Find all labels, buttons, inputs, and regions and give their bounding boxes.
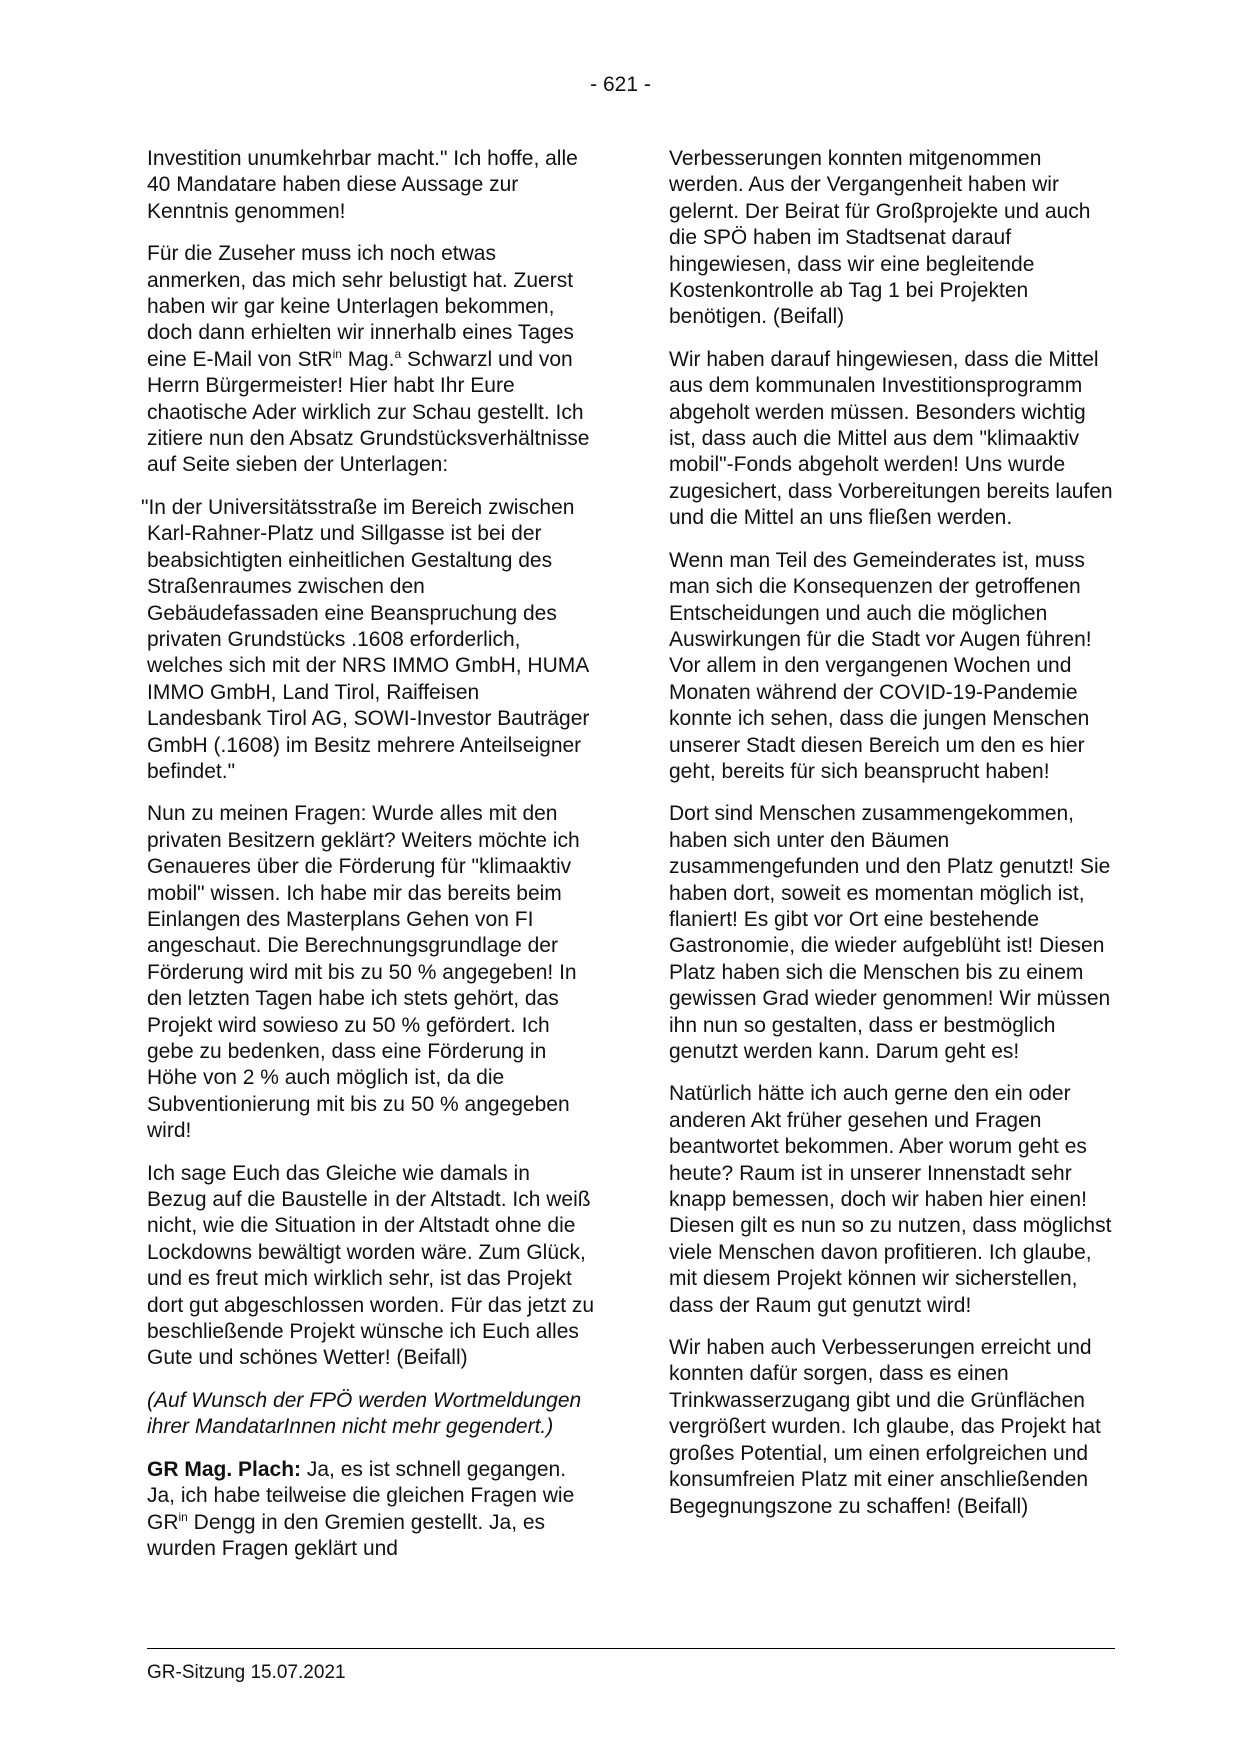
- text-run: Ja, es ist schnell gegangen. Ja, ich habe teilweise die gleichen Fragen wie GR: [147, 1457, 575, 1534]
- paragraph: Wir haben darauf hingewiesen, dass die Mittel aus dem kommunalen Investitionsprogramm abgeholt werden müssen. Besonders wichtig ist, dass auch die Mittel aus dem "klimaaktiv mobil"-Fonds abgeholt werden! Uns wurde zugesichert, dass Vorbereitungen bereits laufen und die Mittel an uns fließen werden.: [669, 347, 1113, 530]
- paragraph: Wir haben auch Verbesserungen erreicht und konnten dafür sorgen, dass es einen Trinkwasserzugang gibt und die Grünflächen vergrößert wurden. Ich glaube, das Projekt hat großes Potential, um einen erfolgreichen und konsumfreien Platz mit einer anschließenden Begegnungszone zu schaffen! (Beifall): [669, 1336, 1101, 1518]
- text-run: Für die Zuseher muss ich noch etwas anmerken, das mich sehr belustigt hat. Zuerst haben wir gar keine Unterlagen bekommen, doch dann erhielten wir innerhalb eines Tages eine E-Mail von StR: [147, 242, 574, 371]
- paragraph: Verbesserungen konnten mitgenommen werden. Aus der Vergangenheit haben wir gelernt. Der Beirat für Großprojekte und auch die SPÖ haben im Stadtsenat darauf hingewiesen, dass wir eine begleitende Kostenkontrolle ab Tag 1 bei Projekten benötigen. (Beifall): [669, 147, 1091, 329]
- right-column: [669, 146, 1117, 1536]
- speaker-name: GR Mag. Plach:: [147, 1457, 302, 1481]
- footer-divider: [147, 1648, 1115, 1649]
- left-column: [141, 146, 595, 1578]
- paragraph: Natürlich hätte ich auch gerne den ein oder anderen Akt früher gesehen und Fragen beantwortet bekommen. Aber worum geht es heute? Raum ist in unserer Innenstadt sehr knapp bemessen, doch wir haben hier einen! Diesen gilt es nun so zu nutzen, dass möglichst viele Menschen davon profitieren. Ich glaube, mit diesem Projekt können wir sicherstellen, dass der Raum gut genutzt wird!: [669, 1082, 1112, 1317]
- paragraph: [147, 241, 595, 479]
- footer-session-date: GR-Sitzung 15.07.2021: [147, 1662, 346, 1683]
- text-run: Dengg in den Gremien gestellt. Ja, es wurden Fragen geklärt und: [147, 1510, 546, 1560]
- page-number: - 621 -: [590, 73, 651, 96]
- paragraph: Dort sind Menschen zusammengekommen, haben sich unter den Bäumen zusammengefunden und den Platz genutzt! Sie haben dort, soweit es momentan möglich ist, flaniert! Es gibt vor Ort eine bestehende Gastronomie, die wieder aufgeblüht ist! Diesen Platz haben sich die Menschen bis zu einem gewissen Grad wieder genommen! Wir müssen ihn nun so gestalten, dass er bestmöglich genutzt werden kann. Darum geht es!: [669, 802, 1111, 1063]
- paragraph: Ich sage Euch das Gleiche wie damals in Bezug auf die Baustelle in der Altstadt. Ich weiß nicht, wie die Situation in der Altstadt ohne die Lockdowns bewältigt worden wäre. Zum Glück, und es freut mich wirklich sehr, ist das Projekt dort gut abgeschlossen worden. Für das jetzt zu beschließende Projekt wünsche ich Euch alles Gute und schönes Wetter! (Beifall): [147, 1161, 595, 1370]
- superscript: in: [332, 346, 342, 361]
- quote-paragraph: "In der Universitätsstraße im Bereich zwischen Karl-Rahner-Platz und Sillgasse ist bei der beabsichtigten einheitlichen Gestaltung des Straßenraumes zwischen den Gebäudefassaden eine Beanspruchung des privaten Grundstücks .1608 erforderlich, welches sich mit der NRS IMMO GmbH, HUMA IMMO GmbH, Land Tirol, Raiffeisen Landesbank Tirol AG, SOWI-Investor Bauträger GmbH (.1608) im Besitz mehrere Anteilseigner befindet.": [141, 495, 590, 783]
- text-run: Mag.: [341, 347, 395, 371]
- paragraph: Nun zu meinen Fragen: Wurde alles mit den privaten Besitzern geklärt? Weiters möchte ich Genaueres über die Förderung für "klimaaktiv mobil" wissen. Ich habe mir das bereits beim Einlangen des Masterplans Gehen von FI angeschaut. Die Berechnungsgrundlage der Förderung wird mit bis zu 50 % angegeben! In den letzten Tagen habe ich stets gehört, das Projekt wird sowieso zu 50 % gefördert. Ich gebe zu bedenken, dass eine Förderung in Höhe von 2 % auch möglich ist, da die Subventionierung mit bis zu 50 % angegeben wird!: [147, 802, 580, 1143]
- paragraph: Wenn man Teil des Gemeinderates ist, muss man sich die Konsequenzen der getroffenen Entscheidungen und auch die möglichen Auswirkungen für die Stadt vor Augen führen! Vor allem in den vergangenen Wochen und Monaten während der COVID-19-Pandemie konnte ich sehen, dass die jungen Menschen unserer Stadt diesen Bereich um den es hier geht, bereits für sich beansprucht haben!: [669, 548, 1092, 783]
- paragraph: Investition unumkehrbar macht." Ich hoffe, alle 40 Mandatare haben diese Aussage zur Kenntnis genommen!: [147, 147, 578, 223]
- editorial-note: (Auf Wunsch der FPÖ werden Wortmeldungen ihrer MandatarInnen nicht mehr gegendert.): [147, 1388, 582, 1439]
- text-run: Schwarzl und von Herrn Bürgermeister! Hier habt Ihr Eure chaotische Ader wirklich zur Schau gestellt. Ich zitiere nun den Absatz Grundstücksverhältnisse auf Seite sieben der Unterlagen:: [147, 347, 590, 477]
- paragraph: [147, 1457, 595, 1563]
- superscript: a: [394, 346, 402, 361]
- superscript: in: [178, 1509, 188, 1524]
